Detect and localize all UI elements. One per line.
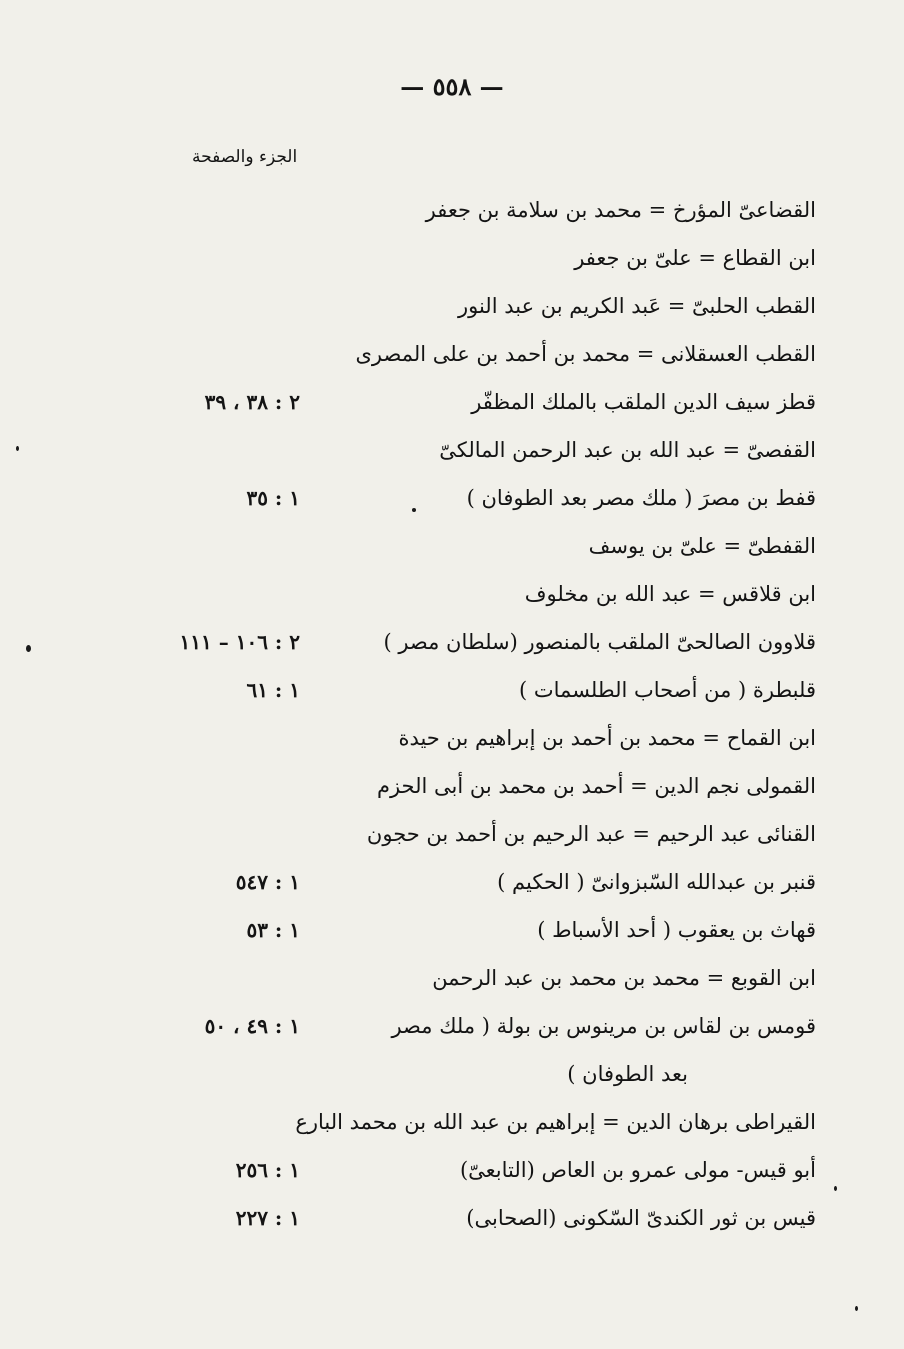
- entry-name: ابن القوبع = محمد بن محمد بن عبد الرحمن: [432, 966, 816, 990]
- entry-name: القيراطى برهان الدين = إبراهيم بن عبد الله بن محمد البارع: [295, 1110, 816, 1134]
- index-entry: [0, 1102, 904, 1150]
- entry-name: بعد الطوفان ): [567, 1062, 688, 1086]
- entry-name: القفطىّ = علىّ بن يوسف: [588, 534, 816, 558]
- index-entry: [0, 382, 904, 430]
- entry-name: ابن قلاقس = عبد الله بن مخلوف: [524, 582, 816, 606]
- index-entry: [0, 622, 904, 670]
- entry-reference: ٢ : ٣٨ ، ٣٩: [204, 390, 300, 414]
- index-entry: [0, 286, 904, 334]
- entry-name: قلاوون الصالحىّ الملقب بالمنصور (سلطان مصر ): [383, 630, 816, 654]
- entry-reference: ١ : ٦١: [246, 678, 300, 702]
- entry-name: قلبطرة ( من أصحاب الطلسمات ): [519, 678, 816, 702]
- page-number: — ٥٥٨ —: [400, 72, 504, 101]
- index-entry: [0, 574, 904, 622]
- print-speck: [26, 645, 31, 652]
- entry-name: قفط بن مصرَ ( ملك مصر بعد الطوفان ): [466, 486, 816, 510]
- index-entry: [0, 718, 904, 766]
- index-entries: [0, 190, 904, 1246]
- entry-name: قنبر بن عبدالله السّبزوانىّ ( الحكيم ): [497, 870, 816, 894]
- entry-name: القمولى نجم الدين = أحمد بن محمد بن أبى الحزم: [376, 774, 816, 798]
- entry-name: القطب الحلبىّ = عَبد الكريم بن عبد النور: [457, 294, 816, 318]
- index-entry-continuation: [0, 1054, 904, 1102]
- entry-reference: ١ : ٤٩ ، ٥٠: [204, 1014, 300, 1038]
- entry-reference: ١ : ٥٤٧: [235, 870, 300, 894]
- index-entry: [0, 1198, 904, 1246]
- index-entry: [0, 190, 904, 238]
- index-entry: [0, 238, 904, 286]
- index-entry: [0, 958, 904, 1006]
- index-entry: [0, 1150, 904, 1198]
- entry-name: قهاث بن يعقوب ( أحد الأسباط ): [537, 918, 816, 942]
- index-entry: [0, 862, 904, 910]
- print-speck: [834, 1186, 837, 1191]
- index-entry: [0, 478, 904, 526]
- index-entry: [0, 766, 904, 814]
- entry-name: ابن القماح = محمد بن أحمد بن إبراهيم بن حيدة: [398, 726, 816, 750]
- index-entry: [0, 670, 904, 718]
- index-entry: [0, 1006, 904, 1054]
- entry-reference: ١ : ٣٥: [246, 486, 300, 510]
- entry-reference: ١ : ٥٣: [246, 918, 300, 942]
- index-entry: [0, 910, 904, 958]
- entry-name: القطب العسقلانى = محمد بن أحمد بن على المصرى: [355, 342, 816, 366]
- print-speck: [855, 1306, 858, 1311]
- index-entry: [0, 526, 904, 574]
- column-header: الجزء والصفحة: [192, 147, 298, 167]
- entry-name: القنائى عبد الرحيم = عبد الرحيم بن أحمد بن حجون: [366, 822, 816, 846]
- entry-name: قطز سيف الدين الملقب بالملك المظفّر: [471, 390, 816, 414]
- entry-name: ابن القطاع = علىّ بن جعفر: [574, 246, 816, 270]
- entry-name: القفصىّ = عبد الله بن عبد الرحمن المالكىّ: [439, 438, 816, 462]
- entry-reference: ٢ : ١٠٦ – ١١١: [179, 630, 300, 654]
- index-entry: [0, 430, 904, 478]
- index-entry: [0, 334, 904, 382]
- entry-name: القضاعىّ المؤرخ = محمد بن سلامة بن جعفر: [425, 198, 816, 222]
- print-speck: [412, 508, 416, 512]
- print-speck: [16, 446, 19, 451]
- entry-name: قيس بن ثور الكندىّ السّكونى (الصحابى): [466, 1206, 816, 1230]
- index-entry: [0, 814, 904, 862]
- entry-reference: ١ : ٢٥٦: [235, 1158, 300, 1182]
- entry-reference: ١ : ٢٢٧: [235, 1206, 300, 1230]
- entry-name: قومس بن لقاس بن مرينوس بن بولة ( ملك مصر: [391, 1014, 816, 1038]
- entry-name: أبو قيس- مولى عمرو بن العاص (التابعىّ): [459, 1158, 816, 1182]
